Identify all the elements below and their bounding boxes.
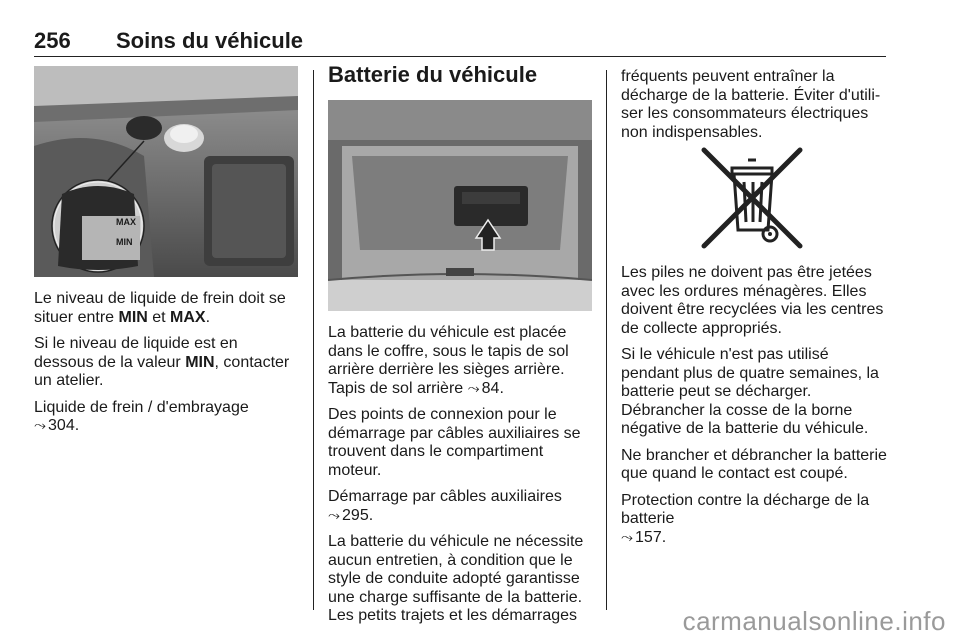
max-label: MAX — [116, 217, 136, 227]
jump-points-text: Des points de connexion pour le démarrage par câbles auxiliaires se trouvent dans le compartiment moteur. — [328, 406, 581, 479]
column-divider — [606, 70, 607, 610]
battery-location-text: La batterie du véhicule est placée dans le coffre, sous le tapis de sol arrière derrière les sièges arrière. Tapis de sol arrière ⤳ 84. — [328, 324, 569, 397]
discharge-protection-reference: Protection contre la décharge de la batterie ⤳ 157. — [621, 491, 870, 546]
column-1 — [34, 290, 300, 444]
crossed-out-bin-icon — [698, 146, 808, 252]
reference-arrow-icon: ⤳ — [621, 528, 634, 546]
column-3-top — [621, 68, 887, 150]
reference-arrow-icon: ⤳ — [467, 379, 480, 397]
battery-heading-block — [328, 62, 598, 87]
footer-watermark: carmanualsonline.info — [682, 606, 946, 636]
brake-fluid-level-text: Le niveau de liquide de frein doit se situer entre MIN et MAX. — [34, 290, 286, 326]
jump-start-reference: Démarrage par câbles auxiliaires ⤳ 295. — [328, 488, 562, 524]
brake-fluid-reference: Liquide de frein / d'embrayage ⤳ 304. — [34, 398, 249, 434]
discharge-warning-text: fréquents peuvent entraîner la décharge de la batterie. Éviter d'utili-ser les consommateurs électriques non indispensables. — [621, 68, 881, 141]
page-number: 256 — [34, 28, 71, 53]
ignition-off-text: Ne brancher et débrancher la batterie que quand le contact est coupé. — [621, 446, 887, 482]
disposal-text: Les piles ne doivent pas être jetées avec les ordures ménagères. Elles doivent être recyclées via les centres de collecte appropriés. — [621, 264, 884, 337]
column-2 — [328, 324, 598, 634]
reference-arrow-icon: ⤳ — [328, 506, 341, 524]
section-title: Soins du véhicule — [116, 28, 304, 53]
header-rule — [34, 56, 886, 57]
battery-heading: Batterie du véhicule — [328, 62, 538, 87]
storage-discharge-text: Si le véhicule n'est pas utilisé pendant plus de quatre semaines, la batterie peut se décharger. Débrancher la cosse de la borne négative de la batterie du véhicule. — [621, 346, 879, 437]
maintenance-text: La batterie du véhicule ne nécessite aucun entretien, à condition que le style de conduite adopté garantisse une charge suffisante de la batterie. Les petits trajets et les démarrages — [328, 533, 584, 624]
brake-fluid-low-text: Si le niveau de liquide est en dessous de la valeur MIN, contacter un atelier. — [34, 335, 290, 389]
min-label: MIN — [116, 237, 133, 247]
battery-trunk-photo — [328, 100, 592, 311]
brake-fluid-photo — [34, 66, 298, 277]
column-divider — [313, 70, 314, 610]
column-3 — [621, 264, 887, 555]
reference-arrow-icon: ⤳ — [34, 417, 47, 434]
page-header — [34, 28, 886, 54]
